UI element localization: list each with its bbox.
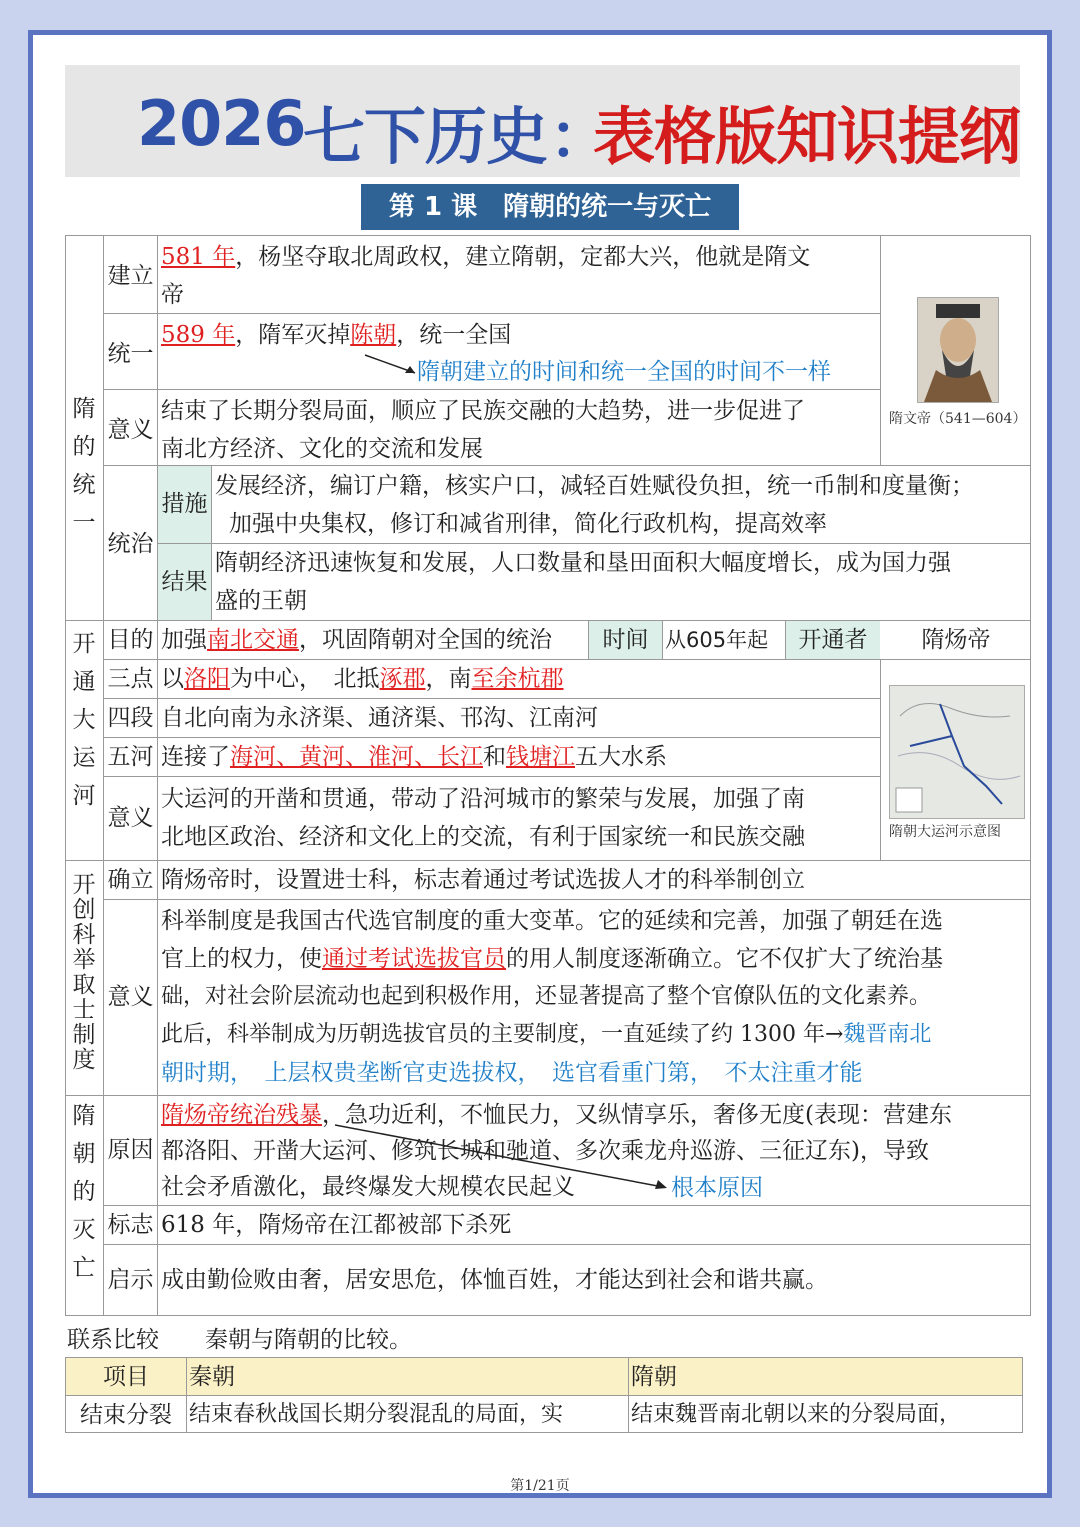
exam-significance-line5: 朝时期， 上层权贵垄断官吏选拔权， 选官看重门第， 不太注重才能	[161, 1060, 863, 1086]
exam-significance-line4: 此后，科举制成为历朝选拔官员的主要制度，一直延续了约 1300 年→魏晋南北	[161, 1022, 932, 1047]
canal-map-image	[889, 685, 1025, 819]
exam-significance-line2: 官上的权力，使通过考试选拔官员的用人制度逐渐确立。它不仅扩大了统治基	[161, 946, 943, 972]
founding-text-line1: 581 年，杨坚夺取北周政权，建立隋朝，定都大兴，他就是隋文	[161, 244, 811, 270]
title-highlight: 表格版知识提纲	[593, 100, 1021, 173]
section-label-unification: 隋的统一	[72, 396, 96, 536]
title-banner	[65, 65, 1020, 177]
row-label-canal-significance: 意义	[107, 805, 154, 831]
significance-line1: 结束了长期分裂局面，顺应了民族交融的大趋势，进一步促进了	[161, 398, 805, 424]
row-label-unify: 统一	[107, 341, 154, 367]
cause-note: 根本原因	[671, 1175, 763, 1201]
row-label-purpose: 目的	[107, 627, 154, 653]
marker-text: 618 年，隋炀帝在江都被部下杀死	[161, 1212, 512, 1238]
compare-row-qin: 结束春秋战国长期分裂混乱的局面，实	[189, 1402, 564, 1427]
emperor-portrait-icon	[918, 298, 998, 402]
map-icon	[890, 686, 1024, 818]
section-label-grand-canal: 开通大运河	[72, 631, 96, 809]
unify-text: 589 年，隋军灭掉陈朝，统一全国	[161, 322, 512, 348]
lesson-heading: 第 1 课 隋朝的统一与灭亡	[361, 184, 739, 230]
compare-heading: 联系比较 秦朝与隋朝的比较。	[67, 1327, 412, 1353]
compare-row-sui: 结束魏晋南北朝以来的分裂局面，	[631, 1402, 962, 1427]
row-label-governance: 统治	[107, 531, 154, 557]
map-caption: 隋朝大运河示意图	[889, 824, 1001, 840]
row-label-marker: 标志	[107, 1212, 154, 1238]
canal-significance-line2: 北地区政治、经济和文化上的交流，有利于国家统一和民族交融	[161, 824, 805, 850]
lesson-text: 成由勤俭败由奢，居安思危，体恤百姓，才能达到社会和谐共赢。	[161, 1267, 828, 1293]
row-label-three-points: 三点	[107, 666, 154, 692]
row-label-lesson: 启示	[107, 1267, 154, 1293]
title-subject: 七下历史	[303, 100, 548, 173]
title-colon: ：	[549, 100, 612, 173]
time-label: 时间	[589, 621, 662, 659]
measures-line1: 发展经济，编订户籍，核实户口，减轻百姓赋役负担，统一币制和度量衡；	[215, 473, 974, 499]
establish-text: 隋炀帝时，设置进士科，标志着通过考试选拔人才的科举制创立	[161, 867, 805, 893]
unify-note: 隋朝建立的时间和统一全国的时间不一样	[417, 359, 831, 385]
row-label-founding: 建立	[107, 263, 154, 289]
five-rivers-text: 连接了海河、黄河、淮河、长江和钱塘江五大水系	[161, 744, 667, 770]
cause-line1: 隋炀帝统治残暴，急功近利，不恤民力，又纵情享乐，奢侈无度(表现：营建东	[161, 1102, 952, 1128]
canal-significance-line1: 大运河的开凿和贯通，带动了沿河城市的繁荣与发展，加强了南	[161, 786, 805, 812]
row-label-cause: 原因	[107, 1137, 154, 1163]
row-label-significance: 意义	[107, 417, 154, 443]
page-number: 第1/21页	[510, 1478, 570, 1494]
arrow-icon	[333, 1121, 673, 1193]
opener-label: 开通者	[786, 621, 880, 659]
portrait-caption: 隋文帝（541—604）	[889, 411, 1027, 427]
row-label-result: 结果	[158, 544, 211, 620]
founding-text-line2: 帝	[161, 282, 184, 308]
result-line2: 盛的王朝	[215, 588, 307, 614]
cause-line2: 都洛阳、开凿大运河、修筑长城和驰道、多次乘龙舟巡游、三征辽东)，导致	[161, 1138, 929, 1164]
arrow-icon	[363, 351, 423, 381]
purpose-text: 加强南北交通，巩固隋朝对全国的统治	[161, 627, 552, 653]
exam-significance-line1: 科举制度是我国古代选官制度的重大变革。它的延续和完善，加强了朝廷在选	[161, 908, 943, 934]
row-label-exam-significance: 意义	[107, 984, 154, 1010]
result-line1: 隋朝经济迅速恢复和发展，人口数量和垦田面积大幅度增长，成为国力强	[215, 550, 951, 576]
section-label-fall: 隋朝的灭亡	[72, 1103, 96, 1281]
exam-significance-line3: 础，对社会阶层流动也起到积极作用，还显著提高了整个官僚队伍的文化素养。	[161, 984, 932, 1009]
three-points-text: 以洛阳为中心， 北抵涿郡，南至余杭郡	[161, 666, 564, 692]
compare-header-qin: 秦朝	[189, 1364, 235, 1390]
compare-header-sui: 隋朝	[631, 1364, 677, 1390]
compare-row-label: 结束分裂	[80, 1402, 172, 1428]
opener-value: 隋炀帝	[921, 627, 991, 653]
row-label-five-rivers: 五河	[107, 744, 154, 770]
emperor-portrait-image	[917, 297, 999, 403]
significance-line2: 南北方经济、文化的交流和发展	[161, 436, 483, 462]
page-frame	[28, 30, 1052, 1498]
section-label-imperial-exam: 开创科举取士制度	[72, 872, 96, 1073]
compare-header-item: 项目	[103, 1364, 149, 1390]
four-sections-text: 自北向南为永济渠、通济渠、邗沟、江南河	[161, 705, 598, 731]
time-value: 从605年起	[665, 628, 769, 652]
cause-line3: 社会矛盾激化，最终爆发大规模农民起义	[161, 1174, 575, 1200]
row-label-measures: 措施	[158, 466, 211, 543]
title-year: 2026	[137, 87, 306, 160]
row-label-establish: 确立	[107, 867, 154, 893]
measures-line2: 加强中央集权，修订和减省刑律，简化行政机构，提高效率	[229, 511, 827, 537]
row-label-four-sections: 四段	[107, 705, 154, 731]
